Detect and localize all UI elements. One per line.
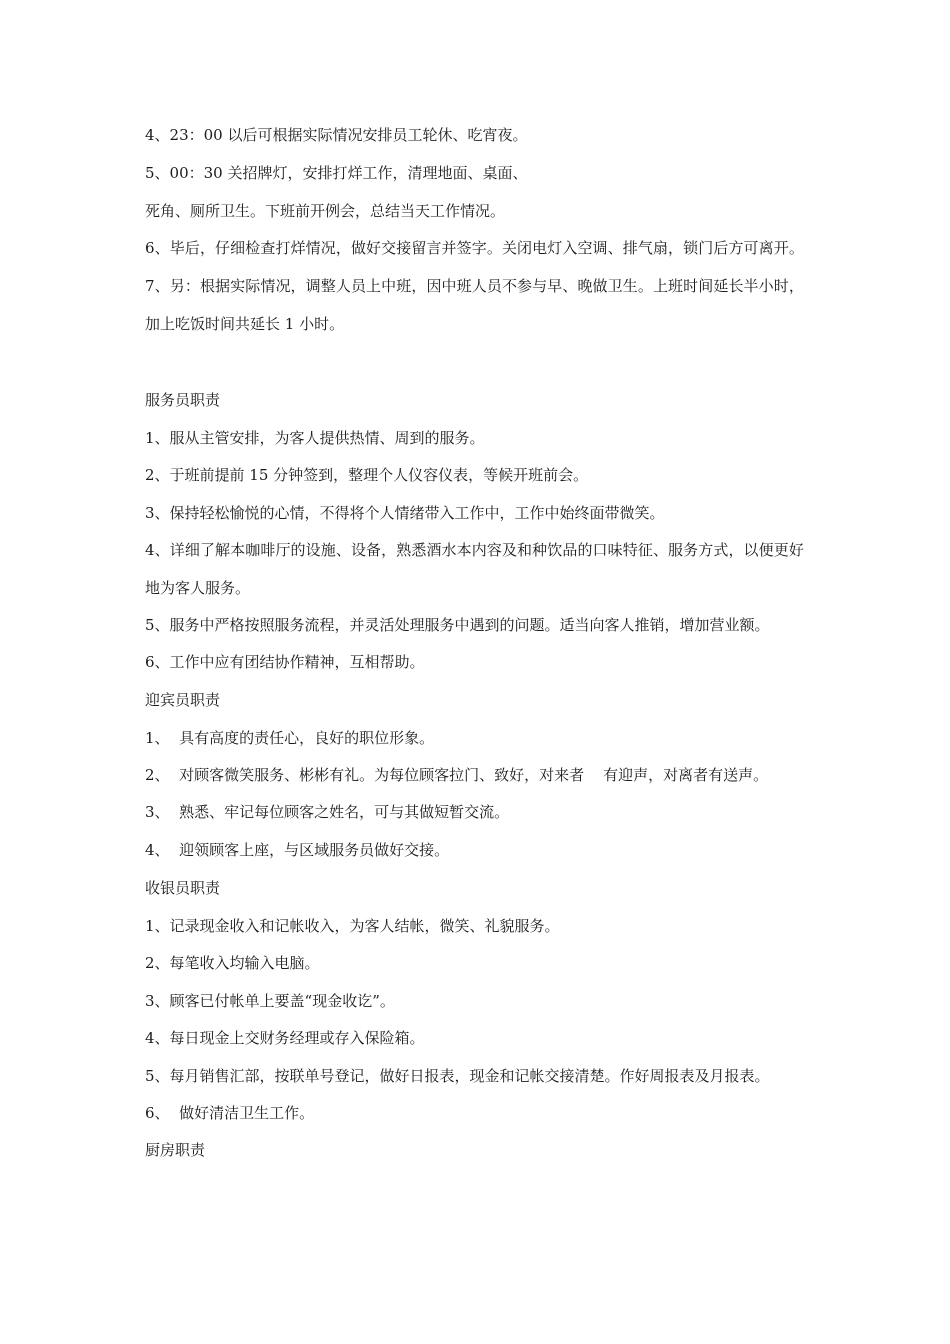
text-line: 1、 具有高度的责任心，良好的职位形象。 [145,729,435,747]
section-heading: 迎宾员职责 [145,691,221,709]
text-line: 1、记录现金收入和记帐收入，为客人结帐，微笑、礼貌服务。 [145,917,560,935]
text-line: 7、另：根据实际情况，调整人员上中班，因中班人员不参与早、晚做卫生。上班时间延长半小时， [145,277,804,295]
text-line: 3、 熟悉、牢记每位顾客之姓名，可与其做短暂交流。 [145,803,510,821]
section-heading: 服务员职责 [145,391,221,409]
text-line: 5、服务中严格按照服务流程，并灵活处理服务中遇到的问题。适当向客人推销，增加营业额。 [145,616,770,634]
text-line: 6、工作中应有团结协作精神，互相帮助。 [145,653,425,671]
text-line: 地为客人服务。 [145,579,251,597]
text-line: 2、于班前提前 15 分钟签到，整理个人仪容仪表，等候开班前会。 [145,466,589,484]
text-line: 加上吃饭时间共延长 1 小时。 [145,315,345,333]
text-line: 2、每笔收入均输入电脑。 [145,954,320,972]
text-line: 3、顾客已付帐单上要盖“现金收讫”。 [145,992,395,1010]
text-line: 1、服从主管安排，为客人提供热情、周到的服务。 [145,429,485,447]
text-line: 4、 迎领顾客上座，与区域服务员做好交接。 [145,841,450,859]
section-heading: 厨房职责 [145,1141,206,1159]
text-line: 5、每月销售汇部，按联单号登记，做好日报表，现金和记帐交接清楚。作好周报表及月报表。 [145,1067,770,1085]
text-line: 6、 做好清洁卫生工作。 [145,1104,315,1122]
text-line: 4、每日现金上交财务经理或存入保险箱。 [145,1029,425,1047]
text-line: 死角、厕所卫生。下班前开例会，总结当天工作情况。 [145,202,506,220]
text-line: 6、毕后，仔细检查打烊情况，做好交接留言并签字。关闭电灯入空调、排气扇，锁门后方可离开。 [145,239,804,257]
text-line: 2、 对顾客微笑服务、彬彬有礼。为每位顾客拉门、致好，对来者 有迎声，对离者有送声。 [145,766,769,784]
text-line: 4、详细了解本咖啡厅的设施、设备，熟悉酒水本内容及和种饮品的口味特征、服务方式，以便更好 [145,541,804,559]
text-line: 4、23：00 以后可根据实际情况安排员工轮休、吃宵夜。 [145,126,528,144]
section-heading: 收银员职责 [145,879,221,897]
text-line: 5、00：30 关招牌灯，安排打烊工作，清理地面、桌面、 [145,164,528,182]
text-line: 3、保持轻松愉悦的心情，不得将个人情绪带入工作中，工作中始终面带微笑。 [145,504,665,522]
